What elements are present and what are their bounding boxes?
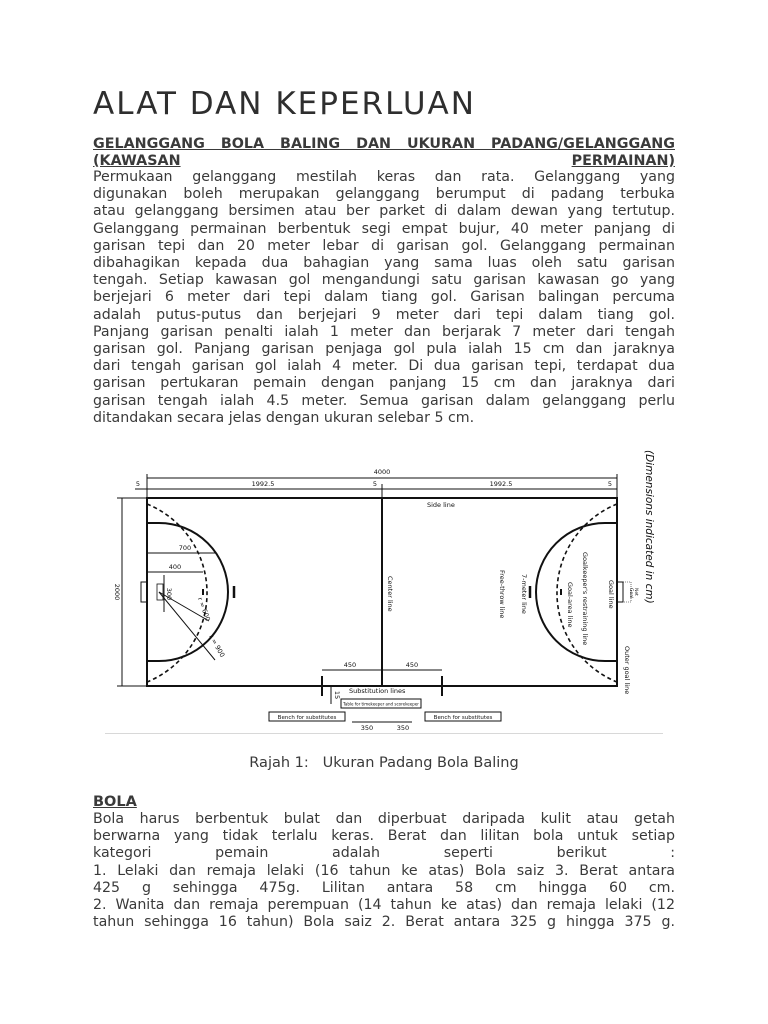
label-350-right: 350 — [396, 724, 410, 732]
heading-line-2 — [93, 153, 675, 170]
paragraph-line: garisan gol. Panjang garisan penjaga gol pula ialah 15 cm dan jaraknya — [93, 341, 675, 358]
section-heading-bola: BOLA — [93, 794, 137, 810]
radius-900-line — [159, 592, 215, 660]
paragraph-line: berjejari 6 meter dari tepi dalam tiang gol. Garisan balingan percuma — [93, 289, 675, 306]
paragraph-line: atau gelanggang bersimen atau ber parket di dalam dewan yang tertutup. — [93, 203, 675, 220]
figure-caption: Rajah 1: Ukuran Padang Bola Baling — [249, 755, 519, 771]
label-dimensions-note: (Dimensions indicated in cm) — [643, 450, 655, 604]
label-seven-meter-line: 7-meter line — [520, 574, 528, 614]
figure-divider — [105, 733, 663, 734]
label-half-length-left: 1992.5 — [251, 480, 275, 488]
label-timekeeper-table: Table for timekeeper and scorekeeper — [343, 701, 419, 707]
label-center-line: Center line — [386, 576, 394, 612]
label-side-line: Side line — [427, 501, 455, 509]
label-r600: r = 600 — [195, 596, 212, 623]
label-15: 15 — [333, 690, 341, 700]
label-width: 2000 — [113, 583, 121, 601]
label-substitution-lines: Substitution lines — [349, 687, 406, 695]
paragraph-ball-description — [93, 811, 675, 931]
label-half-length-right: 1992.5 — [489, 480, 513, 488]
paragraph-line: digunakan boleh merupakan gelanggang berumput di padang terbuka — [93, 186, 675, 203]
label-400: 400 — [168, 563, 182, 571]
label-goal-line: Goal line — [607, 580, 615, 609]
handball-court-diagram — [105, 446, 663, 732]
label-350-left: 350 — [360, 724, 374, 732]
heading-line-1: GELANGGANG BOLA BALING DAN UKURAN PADANG/GELANGGANG — [93, 136, 675, 152]
paragraph-line: 1. Lelaki dan remaja lelaki (16 tahun ke atas) Bola saiz 3. Berat antara — [93, 862, 675, 879]
paragraph-line: tahun sehingga 16 tahun) Bola saiz 2. Berat antara 325 g hingga 375 g. — [93, 914, 675, 931]
paragraph-line: garisan pertukaran pemain dengan panjang 15 cm dan jaraknya dari — [93, 375, 675, 392]
paragraph-line: kategori pemain adalah seperti berikut : — [93, 845, 675, 862]
paragraph-line: Permukaan gelanggang mestilah keras dan rata. Gelanggang yang — [93, 169, 675, 185]
label-goal-area-line: Goal-area line — [566, 582, 574, 628]
paragraph-line: adalah putus-putus dan berjejari 9 meter dari tepi dalam tiang gol. — [93, 306, 675, 323]
label-700: 700 — [178, 544, 192, 552]
paragraph-line: ditandakan secara jelas dengan ukuran selebar 5 cm. — [93, 409, 475, 426]
label-line-width-right: 5 — [607, 480, 613, 488]
label-goalkeeper-restraining: Goalkeeper's restraining line — [581, 552, 589, 646]
section-heading-court — [93, 136, 675, 170]
page-title: ALAT DAN KEPERLUAN — [93, 86, 476, 122]
paragraph-line: garisan tepi dan 20 meter lebar di garisan gol. Gelanggang permainan — [93, 237, 675, 254]
paragraph-line: Panjang garisan penalti ialah 1 meter dan berjarak 7 meter dari tengah — [93, 323, 675, 340]
label-goal: Goal — [628, 588, 633, 599]
paragraph-line: tengah. Setiap kawasan gol mengandungi satu garisan kawasan go yang — [93, 272, 675, 289]
heading-line-2-right: PERMAINAN) — [571, 153, 675, 169]
label-line-width-center: 5 — [372, 480, 378, 488]
paragraph-line: 425 g sehingga 475g. Lilitan antara 58 cm hingga 60 cm. — [93, 879, 675, 896]
paragraph-line: dari tengah garisan gol ialah 4 meter. Di dua garisan tepi, terdapat dua — [93, 358, 675, 375]
paragraph-line: berwarna yang tidak terlalu keras. Berat dan lilitan bola untuk setiap — [93, 828, 675, 845]
label-free-throw-line: Free-throw line — [498, 570, 506, 619]
label-r900: r = 900 — [207, 633, 227, 659]
paragraph-line: dibahagikan kepada dua bahagian yang sama luas oleh satu garisan — [93, 255, 675, 272]
label-bench-right: Bench for substitutes — [433, 715, 493, 721]
left-goal-net — [157, 584, 163, 600]
left-free-throw-line — [147, 504, 207, 682]
label-450-left: 450 — [343, 661, 357, 669]
label-net: Net — [633, 588, 638, 596]
paragraph-line: 2. Wanita dan remaja perempuan (14 tahun ke atas) dan remaja lelaki (12 — [93, 897, 675, 914]
label-outer-goal-line: Outer goal line — [623, 646, 631, 695]
label-bench-left: Bench for substitutes — [277, 715, 337, 721]
right-goal-area-line — [536, 523, 617, 661]
paragraph-line: Bola harus berbentuk bulat dan diperbuat daripada kulit atau getah — [93, 811, 675, 827]
label-300: 300 — [165, 587, 173, 601]
paragraph-line: Gelanggang permainan berbentuk segi empat bujur, 40 meter panjang di — [93, 220, 675, 237]
paragraph-court-description — [93, 169, 675, 427]
heading-line-2-left: (KAWASAN — [93, 153, 181, 169]
label-450-right: 450 — [405, 661, 419, 669]
label-line-width-left: 5 — [135, 480, 141, 488]
paragraph-line: garisan tengah ialah 4.5 meter. Semua garisan dalam gelanggang perlu — [93, 392, 675, 409]
label-total-length: 4000 — [373, 468, 391, 476]
